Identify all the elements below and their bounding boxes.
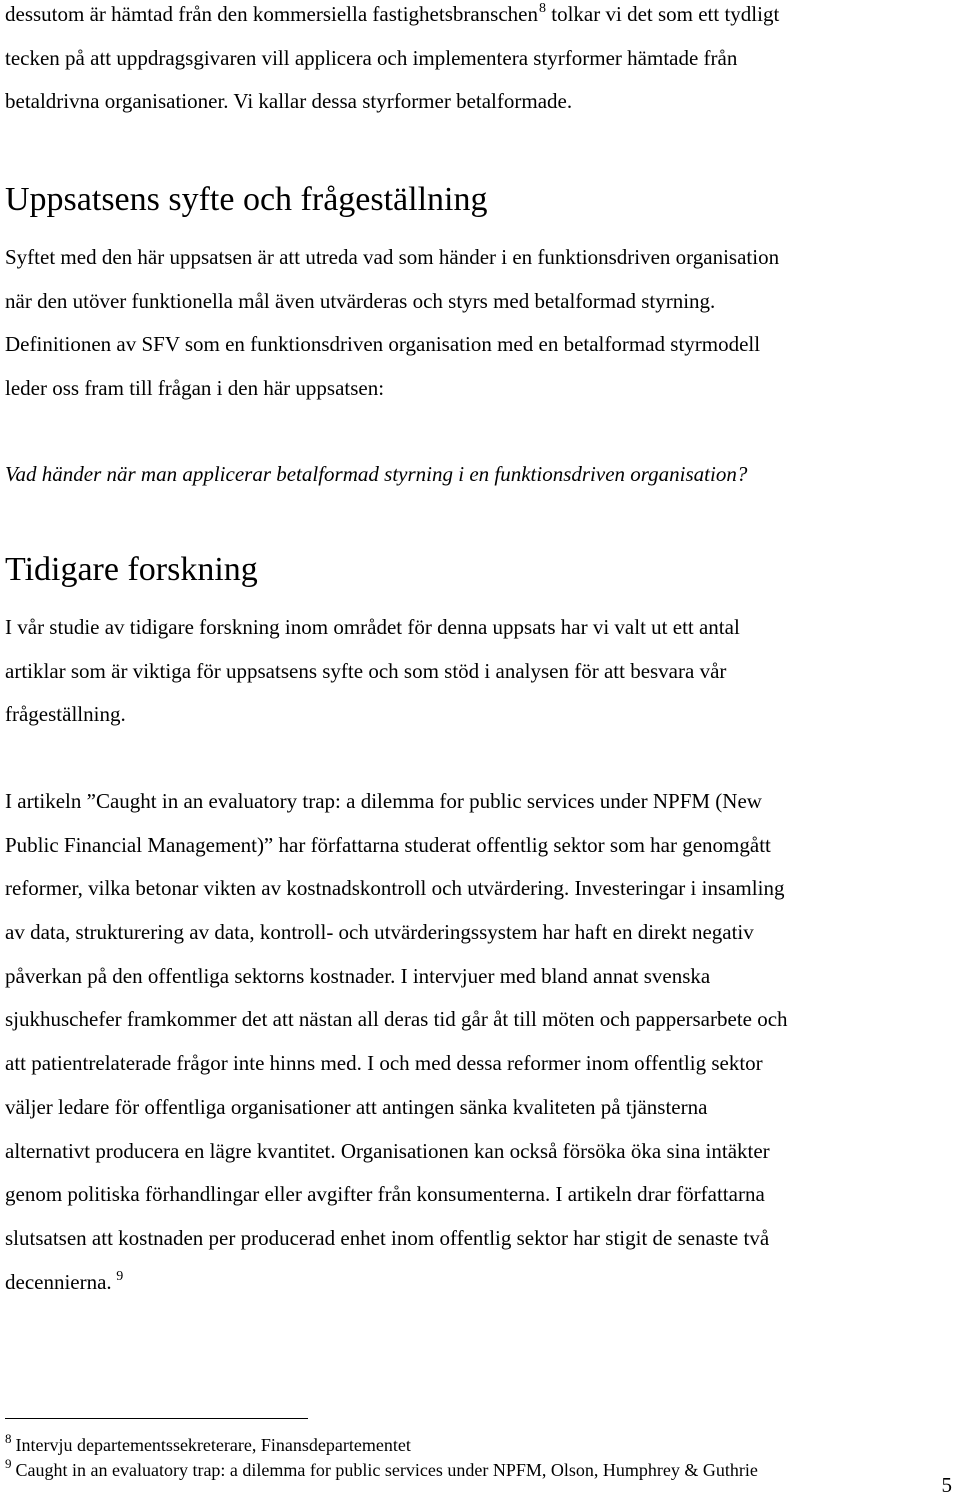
text-line: väljer ledare för offentliga organisationer att antingen sänka kvaliteten på tjänsterna <box>5 1094 708 1119</box>
footnote-text: Caught in an evaluatory trap: a dilemma for public services under NPFM, Olson, Humphrey & Guthrie <box>15 1460 758 1480</box>
text-line: I vår studie av tidigare forskning inom området för denna uppsats har vi valt ut ett antal <box>5 615 740 639</box>
heading-purpose: Uppsatsens syfte och frågeställning <box>5 181 488 218</box>
text-line: reformer, vilka betonar vikten av kostnadskontroll och utvärdering. Investeringar i insamling <box>5 876 785 901</box>
text-line: att patientrelaterade frågor inte hinns med. I och med dessa reformer inom offentlig sektor <box>5 1051 763 1076</box>
text-line: I artikeln ”Caught in an evaluatory trap: a dilemma for public services under NPFM (New <box>5 789 762 813</box>
research-intro-paragraph <box>5 606 950 737</box>
text-line: decennierna. $^9$ <box>5 1268 124 1294</box>
article-paragraph <box>5 780 950 1304</box>
research-question <box>5 453 950 497</box>
text-line: när den utöver funktionella mål även utvärderas och styrs med betalformad styrning. <box>5 288 716 313</box>
footnote-8 <box>5 1431 411 1456</box>
heading-previous-research: Tidigare forskning <box>5 551 258 588</box>
page-number: 5 <box>941 1473 952 1497</box>
text-line: betaldrivna organisationer. Vi kallar dessa styrformer betalformade. <box>5 89 573 114</box>
text-line: av data, strukturering av data, kontroll- och utvärderingssystem har haft en direkt negativ <box>5 920 754 945</box>
text-line: leder oss fram till frågan i den här uppsatsen: <box>5 376 385 401</box>
text-line: Vad händer när man applicerar betalformad styrning i en funktionsdriven organisation? <box>5 462 748 486</box>
text-line: artiklar som är viktiga för uppsatsens syfte och som stöd i analysen för att besvara vår <box>5 658 727 683</box>
footnote-9 <box>5 1456 758 1481</box>
purpose-paragraph <box>5 236 950 411</box>
footnote-text: Intervju departementssekreterare, Finansdepartementet <box>15 1435 411 1455</box>
text-line: Public Financial Management)” har författarna studerat offentlig sektor som har genomgått <box>5 832 771 857</box>
text-line: genom politiska förhandlingar eller avgifter från konsumenterna. I artikeln drar författarna <box>5 1182 765 1207</box>
text-line: frågeställning. <box>5 702 126 727</box>
text-line: alternativt producera en lägre kvantitet. Organisationen kan också försöka öka sina intäkter <box>5 1138 770 1163</box>
text-line: slutsatsen att kostnaden per producerad enhet inom offentlig sektor har stigit de senaste två <box>5 1225 770 1250</box>
footnote-separator <box>5 1418 308 1419</box>
text-line: Definitionen av SFV som en funktionsdriven organisation med en betalformad styrmodell <box>5 332 761 357</box>
text-line: tecken på att uppdragsgivaren vill applicera och implementera styrformer hämtade från <box>5 45 738 70</box>
text-line: påverkan på den offentliga sektorns kostnader. I intervjuer med bland annat svenska <box>5 963 711 988</box>
footnote-reference-8[interactable]: 8 <box>539 1 546 16</box>
footnote-number: 9 <box>5 1456 12 1471</box>
text-line: dessutom är hämtad från den kommersiella fastighetsbranschen$^8$ tolkar vi det som ett tydligt <box>5 1 780 26</box>
text-line: sjukhuschefer framkommer det att nästan all deras tid går åt till möten och pappersarbete och <box>5 1007 788 1032</box>
footnote-reference-9[interactable]: 9 <box>112 1268 124 1284</box>
text-line: Syftet med den här uppsatsen är att utreda vad som händer i en funktionsdriven organisation <box>5 245 780 269</box>
footnote-number: 8 <box>5 1431 12 1446</box>
intro-paragraph <box>5 0 950 124</box>
